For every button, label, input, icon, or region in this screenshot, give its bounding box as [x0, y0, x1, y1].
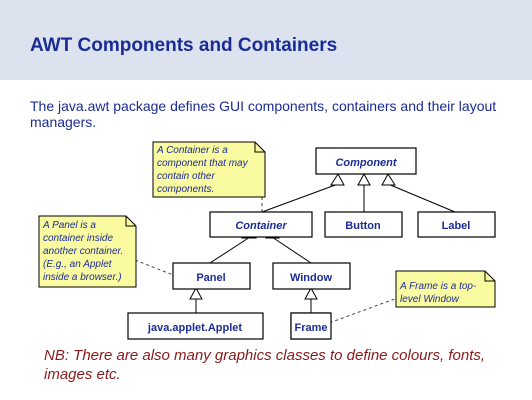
class-frame — [291, 313, 331, 339]
class-applet-label: java.applet.Applet — [147, 322, 243, 334]
class-label-label: Label — [441, 220, 471, 232]
class-container — [210, 212, 312, 237]
note-line: A Frame is a top- — [400, 281, 477, 292]
class-window-label: Window — [289, 272, 333, 284]
intro-text: The java.awt package defines GUI components, containers and their layout managers. — [30, 98, 497, 130]
note-line: A Panel is a — [43, 220, 96, 231]
class-label — [418, 212, 495, 237]
arrowhead-icon — [190, 288, 202, 299]
note-line: (E.g., an Applet — [43, 259, 112, 270]
note-line: another container. — [43, 246, 124, 257]
note-link-frame — [329, 297, 400, 323]
class-button — [325, 212, 402, 237]
note-line: components. — [157, 184, 215, 195]
edge-panel-container — [210, 237, 250, 263]
class-panel — [173, 263, 250, 289]
edge-window-container — [272, 237, 311, 263]
class-component — [316, 148, 416, 174]
note-container — [153, 142, 265, 197]
note-line: inside a browser.) — [43, 272, 122, 283]
note-line: component that may — [157, 158, 248, 169]
class-button-label: Button — [345, 220, 381, 232]
note-frame — [396, 271, 495, 307]
class-applet — [128, 313, 263, 339]
note-line: A Container is a — [157, 145, 228, 156]
page-title: AWT Components and Containers — [30, 35, 338, 56]
arrowhead-icon — [331, 174, 344, 185]
class-frame-label: Frame — [294, 322, 328, 334]
arrowhead-icon — [305, 288, 317, 299]
note-panel — [39, 216, 136, 287]
footnote: NB: There are also many graphics classes to define colours, fonts, images etc. — [44, 347, 486, 383]
class-component-label: Component — [335, 157, 397, 169]
class-panel-label: Panel — [196, 272, 226, 284]
arrowhead-icon — [358, 174, 370, 185]
arrowhead-icon — [382, 174, 395, 185]
class-container-label: Container — [235, 220, 287, 232]
note-line: container inside — [43, 233, 114, 244]
edge-label-component — [388, 184, 455, 212]
edge-container-component — [262, 184, 338, 212]
note-line: contain other — [157, 171, 215, 182]
note-link-panel — [135, 260, 173, 275]
class-window — [273, 263, 350, 289]
note-line: level Window — [400, 294, 459, 305]
